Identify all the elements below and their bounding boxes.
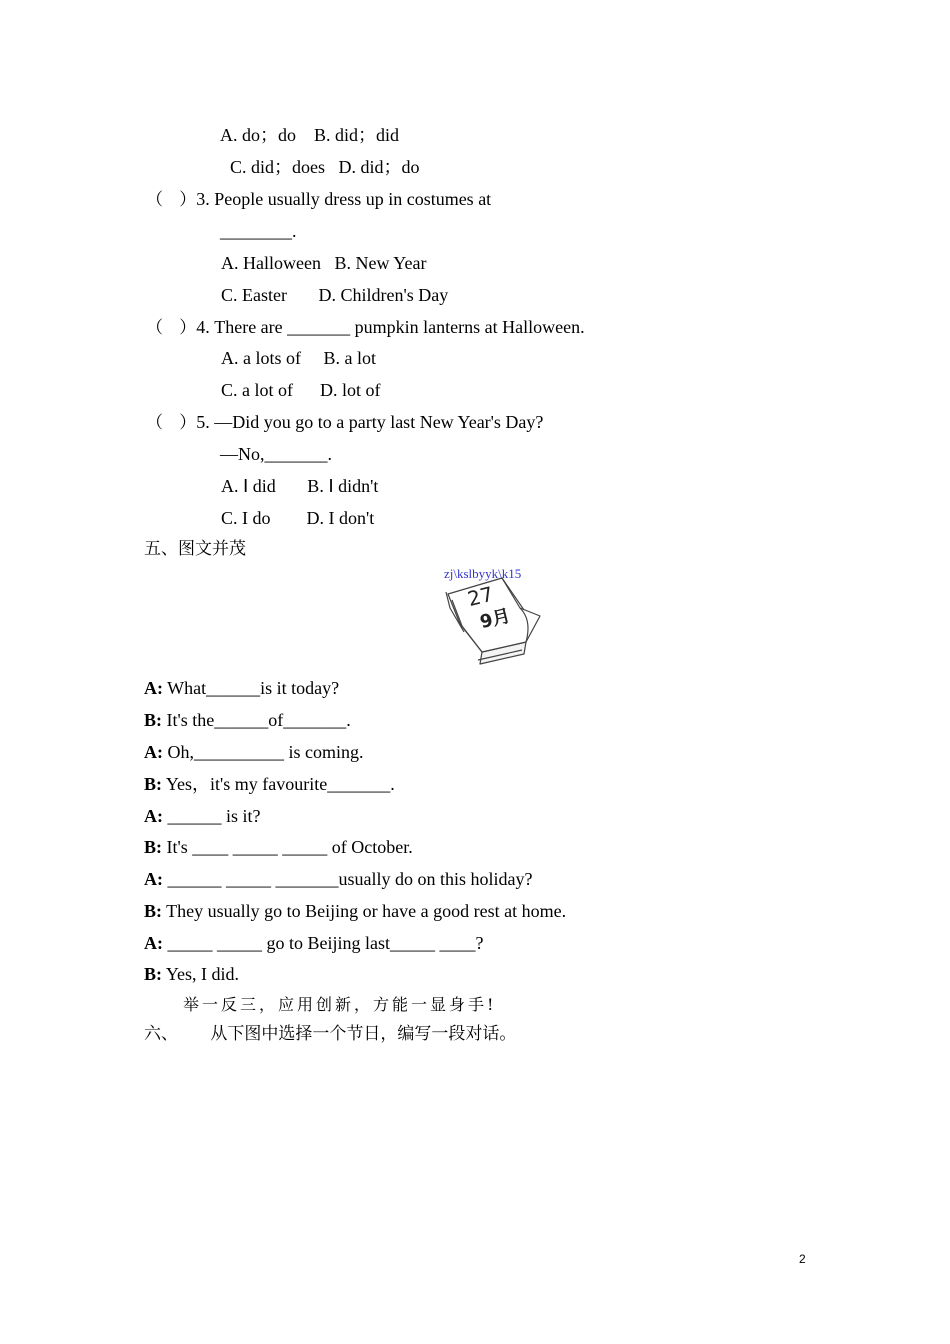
dialogue-text: They usually go to Beijing or have a good rest at home.: [162, 901, 567, 921]
dialogue-line: [144, 709, 351, 731]
dialogue-speaker: B:: [144, 964, 162, 984]
dialogue-speaker: B:: [144, 837, 162, 857]
q5-stem: 5. —Did you go to a party last New Year's Day?: [196, 412, 544, 432]
dialogue-line: [144, 900, 566, 922]
dialogue-line: [144, 963, 239, 985]
section5-title: 五、图文并茂: [144, 539, 246, 559]
dialogue-text: ______ _____ _______usually do on this holiday?: [163, 869, 533, 889]
calendar-stamp: zj\kslbyyk\k15: [444, 566, 522, 581]
dialogue-text: Yes，it's my favourite_______.: [162, 774, 395, 794]
q4-options-row1: A. a lots of B. a lot: [221, 348, 376, 368]
answer-parenthesis: （ ）: [146, 190, 197, 210]
dialogue-text: _____ _____ go to Beijing last_____ ____?: [163, 933, 484, 953]
q3-stem: 3. People usually dress up in costumes at: [196, 189, 492, 209]
section6-title: 六、 从下图中选择一个节日，编写一段对话。: [144, 1024, 517, 1044]
calendar-illustration: [440, 564, 550, 670]
calendar-month: 9月: [477, 605, 513, 634]
q4-stem: 4. There are _______ pumpkin lanterns at Halloween.: [196, 317, 585, 337]
dialogue-speaker: A:: [144, 678, 163, 698]
q4-question: [146, 316, 585, 339]
dialogue-line: [144, 868, 532, 890]
dialogue-text: Oh,__________ is coming.: [163, 742, 364, 762]
dialogue-speaker: B:: [144, 774, 162, 794]
dialogue-text: ______ is it?: [163, 806, 261, 826]
q5-answer: —No,_______.: [220, 444, 332, 464]
answer-parenthesis: （ ）: [146, 318, 197, 338]
dialogue-text: What______is it today?: [163, 678, 340, 698]
q2-options-row1: A. do；do B. did；did: [220, 125, 400, 145]
q5-options-row1: A. Ⅰ did B. Ⅰ didn't: [221, 476, 379, 496]
page-number: 2: [799, 1252, 806, 1266]
dialogue-text: It's ____ _____ _____ of October.: [162, 837, 413, 857]
dialogue-text: Yes, I did.: [162, 964, 240, 984]
q3-options-row1: A. Halloween B. New Year: [221, 253, 427, 273]
dialogue-speaker: A:: [144, 742, 163, 762]
dialogue-line: [144, 741, 364, 763]
dialogue-speaker: B:: [144, 901, 162, 921]
q5-question: [146, 411, 543, 434]
q3-blank: ________.: [220, 221, 297, 241]
dialogue-line: [144, 677, 339, 699]
answer-parenthesis: （ ）: [146, 413, 197, 433]
dialogue-text: It's the______of_______.: [162, 710, 351, 730]
calendar-day: 27: [465, 581, 496, 612]
q3-question: [146, 188, 491, 211]
dialogue-speaker: A:: [144, 933, 163, 953]
dialogue-line: [144, 773, 395, 795]
q5-options-row2: C. I do D. I don't: [221, 508, 375, 528]
dialogue-speaker: A:: [144, 806, 163, 826]
q2-options-row2: C. did；does D. did；do: [230, 157, 420, 177]
q3-options-row2: C. Easter D. Children's Day: [221, 285, 449, 305]
dialogue-speaker: A:: [144, 869, 163, 889]
q4-options-row2: C. a lot of D. lot of: [221, 380, 381, 400]
dialogue-line: [144, 836, 413, 858]
motto-text: 举一反三，应用创新，方能一显身手!: [183, 995, 497, 1014]
dialogue-speaker: B:: [144, 710, 162, 730]
dialogue-line: [144, 932, 483, 954]
dialogue-line: [144, 805, 261, 827]
